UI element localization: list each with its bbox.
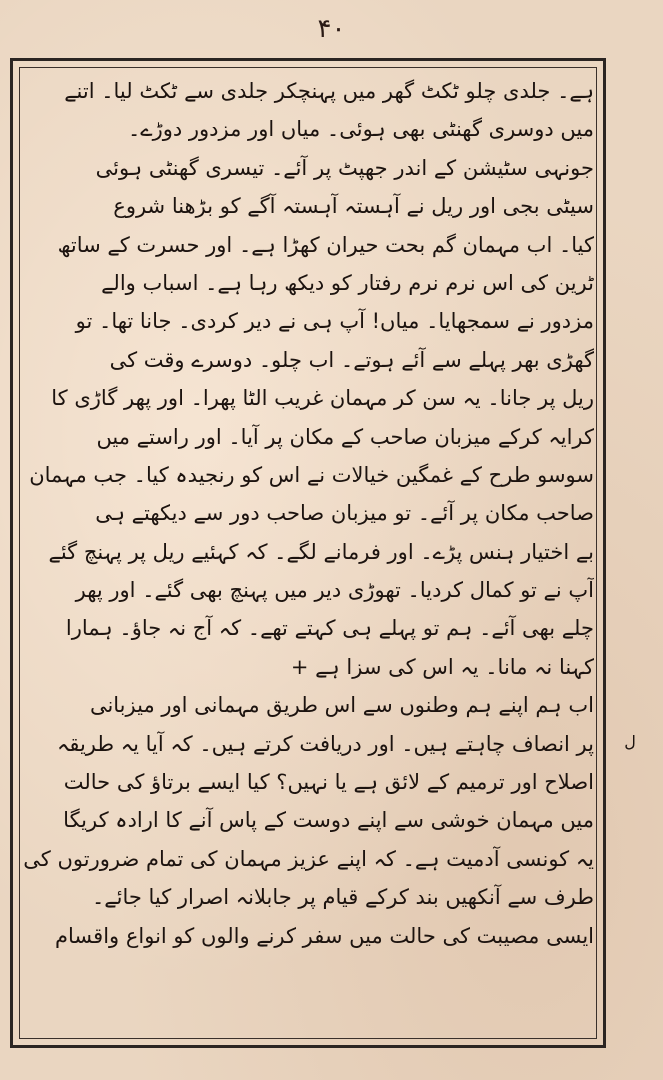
text-line: پر انصاف چاہتے ہیں۔ اور دریافت کرتے ہیں۔ کہ آیا یہ طریقہ bbox=[57, 731, 594, 756]
page-number: ۴۰ bbox=[317, 14, 346, 44]
text-line: ٹرین کی اس نرم نرم رفتار کو دیکھ رہا ہے۔ اسباب والے bbox=[101, 270, 594, 295]
text-line: کرایہ کرکے میزبان صاحب کے مکان پر آیا۔ اور راستے میں bbox=[96, 424, 594, 449]
text-line: بے اختیار ہنس پڑے۔ اور فرمانے لگے۔ کہ کہئیے ریل پر پہنچ گئے bbox=[48, 539, 594, 564]
text-line: اصلاح اور ترمیم کے لائق ہے یا نہیں؟ کیا ایسے برتاؤ کی حالت bbox=[63, 770, 594, 795]
text-line: مزدور نے سمجھایا۔ میاں! آپ ہی نے دیر کردی۔ جانا تھا۔ تو bbox=[75, 309, 594, 334]
paragraph-1 bbox=[22, 72, 594, 686]
text-line: جونہی سٹیشن کے اندر جھپٹ پر آئے۔ تیسری گھنٹی ہوئی bbox=[95, 155, 594, 180]
text-line: ہے۔ جلدی چلو ٹکٹ گھر میں پہنچکر جلدی سے ٹکٹ لیا۔ اتنے bbox=[64, 79, 594, 103]
text-line: کہنا نہ مانا۔ یہ اس کی سزا ہے + bbox=[290, 654, 594, 679]
paragraph-2 bbox=[22, 686, 594, 955]
text-line: میں دوسری گھنٹی بھی ہوئی۔ میاں اور مزدور دوڑے۔ bbox=[127, 117, 594, 142]
text-line: ایسی مصیبت کی حالت میں سفر کرنے والوں کو انواع واقسام bbox=[55, 923, 594, 948]
text-line: چلے بھی آئے۔ ہم تو پہلے ہی کہتے تھے۔ کہ آج نہ جاؤ۔ ہمارا bbox=[65, 616, 594, 641]
text-line: سیٹی بجی اور ریل نے آہستہ آہستہ آگے کو بڑھنا شروع bbox=[113, 194, 594, 219]
text-line: گھڑی بھر پہلے سے آئے ہوتے۔ اب چلو۔ دوسرے وقت کی bbox=[109, 347, 594, 372]
text-line: اب ہم اپنے ہم وطنوں سے اس طریق مہمانی اور میزبانی bbox=[89, 693, 594, 718]
text-line: طرف سے آنکھیں بند کرکے قیام پر جابلانہ اصرار کیا جائے۔ bbox=[91, 885, 594, 910]
text-line: یہ کونسی آدمیت ہے۔ کہ اپنے عزیز مہمان کی تمام ضرورتوں کی bbox=[23, 846, 594, 871]
text-line: آپ نے تو کمال کردیا۔ تھوڑی دیر میں پہنچ بھی گئے۔ اور پھر bbox=[75, 578, 594, 603]
text-line: میں مہمان خوشی سے اپنے دوست کے پاس آنے کا ارادہ کریگا bbox=[63, 808, 594, 833]
margin-note: ل bbox=[624, 732, 636, 751]
text-line: کیا۔ اب مہمان گم بحت حیران کھڑا ہے۔ اور حسرت کے ساتھ bbox=[57, 232, 594, 257]
text-line: صاحب مکان پر آئے۔ تو میزبان صاحب دور سے دیکھتے ہی bbox=[95, 501, 594, 526]
body-text bbox=[22, 72, 594, 1040]
text-line: ریل پر جانا۔ یہ سن کر مہمان غریب الٹا پھرا۔ اور پھر گاڑی کا bbox=[51, 386, 594, 411]
text-line: سوسو طرح کے غمگین خیالات نے اس کو رنجیدہ کیا۔ جب مہمان bbox=[29, 462, 594, 487]
